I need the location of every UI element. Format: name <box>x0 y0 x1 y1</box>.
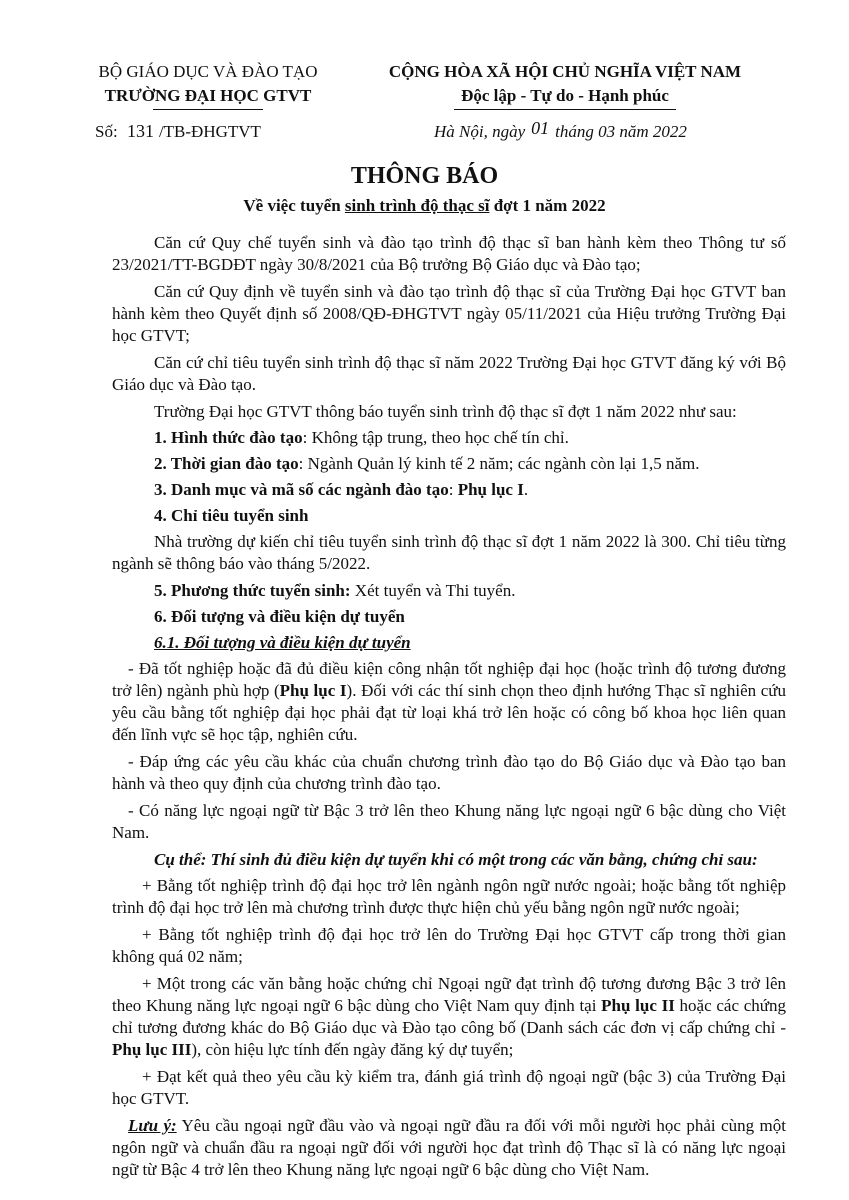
section-4-text: Nhà trường dự kiến chỉ tiêu tuyển sinh trình độ thạc sĩ đợt 1 năm 2022 là 300. Chỉ tiêu từng ngành sẽ thông báo vào tháng 5/2022. <box>112 532 786 573</box>
ref-prefix: Số: <box>95 122 118 141</box>
announcement-intro: Trường Đại học GTVT thông báo tuyển sinh trình độ thạc sĩ đợt 1 năm 2022 như sau: <box>154 402 737 421</box>
condition-1-b: ). Đối với các thí sinh chọn theo định hướng Thạc sĩ nghiên cứu yêu cầu bằng tốt nghiệp đại học phải đạt từ loại khá trở lên hoặc có công bố khoa học liên quan đến lĩnh vực sẽ học tập, nghiên cứu. <box>112 681 786 744</box>
motto-underline <box>454 109 676 110</box>
note-paragraph <box>112 1115 786 1181</box>
section-6-1-label: 6.1. Đối tượng và điều kiện dự tuyển <box>154 633 411 652</box>
certificate-4: + Đạt kết quả theo yêu cầu kỳ kiểm tra, đánh giá trình độ ngoại ngữ (bậc 3) của Trường Đại học GTVT. <box>112 1067 786 1108</box>
ref-number: 131 <box>126 121 154 141</box>
date-line <box>434 118 687 142</box>
certificate-3-ref1: Phụ lục II <box>601 996 675 1015</box>
condition-1-a: - Đã tốt nghiệp hoặc đã đủ điều kiện công nhận tốt nghiệp đại học (hoặc trình độ tương đương trở lên) ngành phù hợp ( <box>112 659 786 700</box>
ref-suffix: /TB-ĐHGTVT <box>158 122 261 141</box>
section-5-text: Xét tuyển và Thi tuyển. <box>350 581 516 600</box>
section-4-label: 4. Chỉ tiêu tuyển sinh <box>154 506 309 525</box>
specific-heading: Cụ thể: Thí sinh đủ điều kiện dự tuyển khi có một trong các văn bằng, chứng chỉ sau: <box>154 850 758 869</box>
certificate-3-b: hoặc các chứng chỉ tương đương khác do Bộ Giáo dục và Đào tạo công bố (Danh sách các đơn vị cấp chứng chỉ - <box>112 996 786 1037</box>
section-3 <box>112 479 786 501</box>
condition-2: - Đáp ứng các yêu cầu khác của chuẩn chương trình đào tạo do Bộ Giáo dục và Đào tạo ban hành và theo quy định của chương trình đào tạo. <box>112 752 786 793</box>
section-1-text: : Không tập trung, theo học chế tín chỉ. <box>302 428 569 447</box>
note-label: Lưu ý: <box>128 1116 177 1135</box>
certificate-1: + Bằng tốt nghiệp trình độ đại học trở lên ngành ngôn ngữ nước ngoài; hoặc bằng tốt nghiệp trình độ đại học trở lên mà chương trình được thực hiện chủ yếu bằng ngôn ngữ nước ngoài; <box>112 876 786 917</box>
ministry-name: BỘ GIÁO DỤC VÀ ĐÀO TẠO <box>98 62 318 81</box>
section-1-label: 1. Hình thức đào tạo <box>154 428 303 447</box>
section-6-label: 6. Đối tượng và điều kiện dự tuyển <box>154 607 405 626</box>
certificate-3 <box>112 973 786 1061</box>
national-motto: Độc lập - Tự do - Hạnh phúc <box>461 86 669 105</box>
reference-number <box>95 121 261 142</box>
legal-basis-2: Căn cứ Quy định về tuyển sinh và đào tạo trình độ thạc sĩ của Trường Đại học GTVT ban hành kèm theo Quyết định số 2008/QĐ-ĐHGTVT ngày 05/11/2021 của Hiệu trưởng Trường Đại học GTVT; <box>112 282 786 345</box>
document-body <box>112 232 786 1186</box>
section-3-label: 3. Danh mục và mã số các ngành đào tạo <box>154 480 449 499</box>
date-day: 01 <box>531 118 550 138</box>
section-5 <box>112 580 786 602</box>
section-2 <box>112 453 786 475</box>
section-3-ref: Phụ lục I <box>457 480 524 499</box>
section-3-end: . <box>523 480 529 499</box>
condition-1 <box>112 658 786 746</box>
certificate-3-ref2: Phụ lục III <box>112 1040 192 1059</box>
section-3-mid: : <box>448 480 458 499</box>
university-name: TRƯỜNG ĐẠI HỌC GTVT <box>104 86 312 105</box>
issuer-header <box>58 60 358 110</box>
document-title: THÔNG BÁO <box>350 163 499 189</box>
date-prefix: Hà Nội, ngày <box>434 122 526 141</box>
document-subtitle <box>0 196 849 216</box>
section-1 <box>112 427 786 449</box>
legal-basis-1: Căn cứ Quy chế tuyển sinh và đào tạo trình độ thạc sĩ ban hành kèm theo Thông tư số 23/2021/TT-BGDĐT ngày 30/8/2021 của Bộ trưởng Bộ Giáo dục và Đào tạo; <box>112 233 786 274</box>
section-2-label: 2. Thời gian đào tạo <box>154 454 299 473</box>
national-header <box>340 60 790 110</box>
condition-3: - Có năng lực ngoại ngữ từ Bậc 3 trở lên theo Khung năng lực ngoại ngữ 6 bậc dùng cho Việt Nam. <box>112 801 786 842</box>
certificate-3-a: + Một trong các văn bằng hoặc chứng chỉ Ngoại ngữ đạt trình độ tương đương Bậc 3 trở lên theo Khung năng lực ngoại ngữ 6 bậc dùng cho Việt Nam quy định tại <box>112 974 786 1015</box>
subtitle-part3: đợt 1 năm 2022 <box>489 196 606 215</box>
condition-1-ref: Phụ lục I <box>279 681 347 700</box>
date-suffix: tháng 03 năm 2022 <box>555 122 687 141</box>
republic-name: CỘNG HÒA XÃ HỘI CHỦ NGHĨA VIỆT NAM <box>388 62 742 81</box>
note-text: Yêu cầu ngoại ngữ đầu vào và ngoại ngữ đầu ra đối với mỗi người học phải cùng một ngôn ngữ và chuẩn đầu ra ngoại ngữ đối với người học đạt trình độ Thạc sĩ là có năng lực ngoại ngữ từ Bậc 4 trở lên theo Khung năng lực ngoại ngữ 6 bậc dùng cho Việt Nam. <box>112 1116 787 1179</box>
subtitle-part1: Về việc tuyển <box>243 196 345 215</box>
section-5-label: 5. Phương thức tuyển sinh: <box>154 581 351 600</box>
legal-basis-3: Căn cứ chỉ tiêu tuyển sinh trình độ thạc sĩ năm 2022 Trường Đại học GTVT đăng ký với Bộ Giáo dục và Đào tạo. <box>112 353 786 394</box>
section-2-text: : Ngành Quản lý kinh tế 2 năm; các ngành còn lại 1,5 năm. <box>298 454 700 473</box>
certificate-3-c: ), còn hiệu lực tính đến ngày đăng ký dự tuyển; <box>191 1040 514 1059</box>
subtitle-part2: sinh trình độ thạc sĩ <box>344 196 490 215</box>
certificate-2: + Bằng tốt nghiệp trình độ đại học trở lên do Trường Đại học GTVT cấp trong thời gian không quá 02 năm; <box>112 925 786 966</box>
issuer-underline <box>153 109 263 110</box>
